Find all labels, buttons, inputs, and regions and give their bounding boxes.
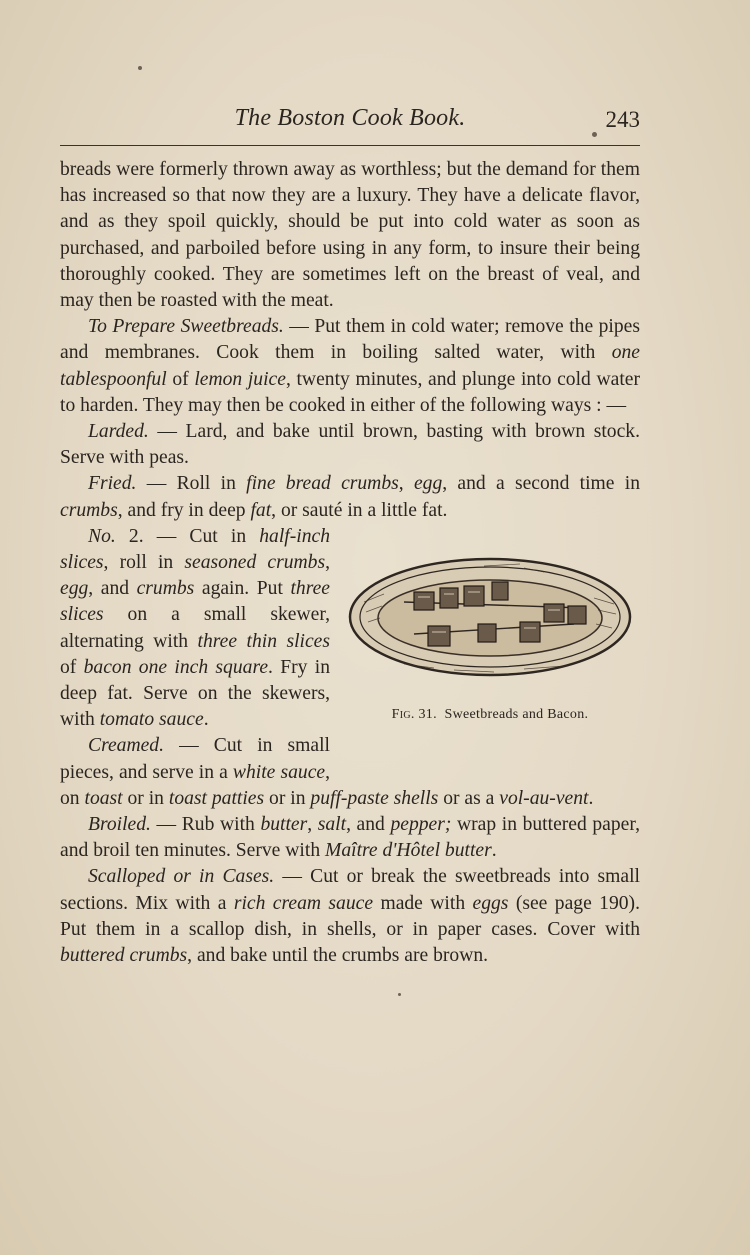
page-number: 243 xyxy=(605,107,640,132)
paragraph-creamed: Creamed. — Cut in small pieces, and serve in a white sauce, on toast or in toast patties or in puff-paste shells or as a vol-au-vent. xyxy=(60,735,594,809)
paragraph-scalloped: Scalloped or in Cases. — Cut or break the sweetbreads into small sections. Mix with a rich cream sauce made with eggs (see page 190). Put them in a scallop dish, in shells, or in paper cases. Cover with buttered crumbs, and bake until the crumbs are brown. xyxy=(60,866,640,967)
paragraph-no-2: No. 2. — Cut in half-inch slices, roll in seasoned crumbs, egg, and crumbs again. Put three slices on a small skewer, alternating with three thin slices of bacon one inch square. Fry in deep fat. Serve on the skewers, with tomato sauce. xyxy=(60,525,331,731)
paper-speck xyxy=(138,66,142,70)
running-title: The Boston Cook Book. xyxy=(234,105,466,131)
figure-caption-text: Sweetbreads and Bacon. xyxy=(444,706,589,722)
page-header xyxy=(60,105,640,145)
figure-caption xyxy=(340,702,640,728)
figure-sweetbreads-bacon xyxy=(340,530,640,760)
sweetbreads-and-bacon-illustration xyxy=(344,542,636,692)
figure-label: Fig. 31. xyxy=(391,706,437,722)
paragraph-to-prepare: To Prepare Sweetbreads. — Put them in cold water; remove the pipes and membranes. Cook them in boiling salted water, with one tablespoonful of lemon juice, twenty minutes, and plunge into cold water to harden. They may then be cooked in either of the following ways : — xyxy=(60,316,640,416)
paragraph-larded: Larded. — Lard, and bake until brown, basting with brown stock. Serve with peas. xyxy=(60,421,640,469)
header-rule xyxy=(60,145,640,146)
paper-speck xyxy=(398,993,401,996)
paragraph-broiled: Broiled. — Rub with butter, salt, and pepper; wrap in buttered paper, and broil ten minutes. Serve with Maître d'Hôtel butter. xyxy=(60,814,641,862)
page-body xyxy=(60,157,640,969)
paragraph-fried: Fried. — Roll in fine bread crumbs, egg, and a second time in crumbs, and fry in deep fat, or sauté in a little fat. xyxy=(60,473,641,521)
paragraph-sweetbreads-intro: breads were formerly thrown away as worthless; but the demand for them has increased so that now they are a luxury. They have a delicate flavor, and as they spoil quickly, should be put into cold water as soon as purchased, and parboiled before using in any form, to insure their being thoroughly cooked. They are sometimes left on the breast of veal, and may then be roasted with the meat. xyxy=(60,159,640,312)
